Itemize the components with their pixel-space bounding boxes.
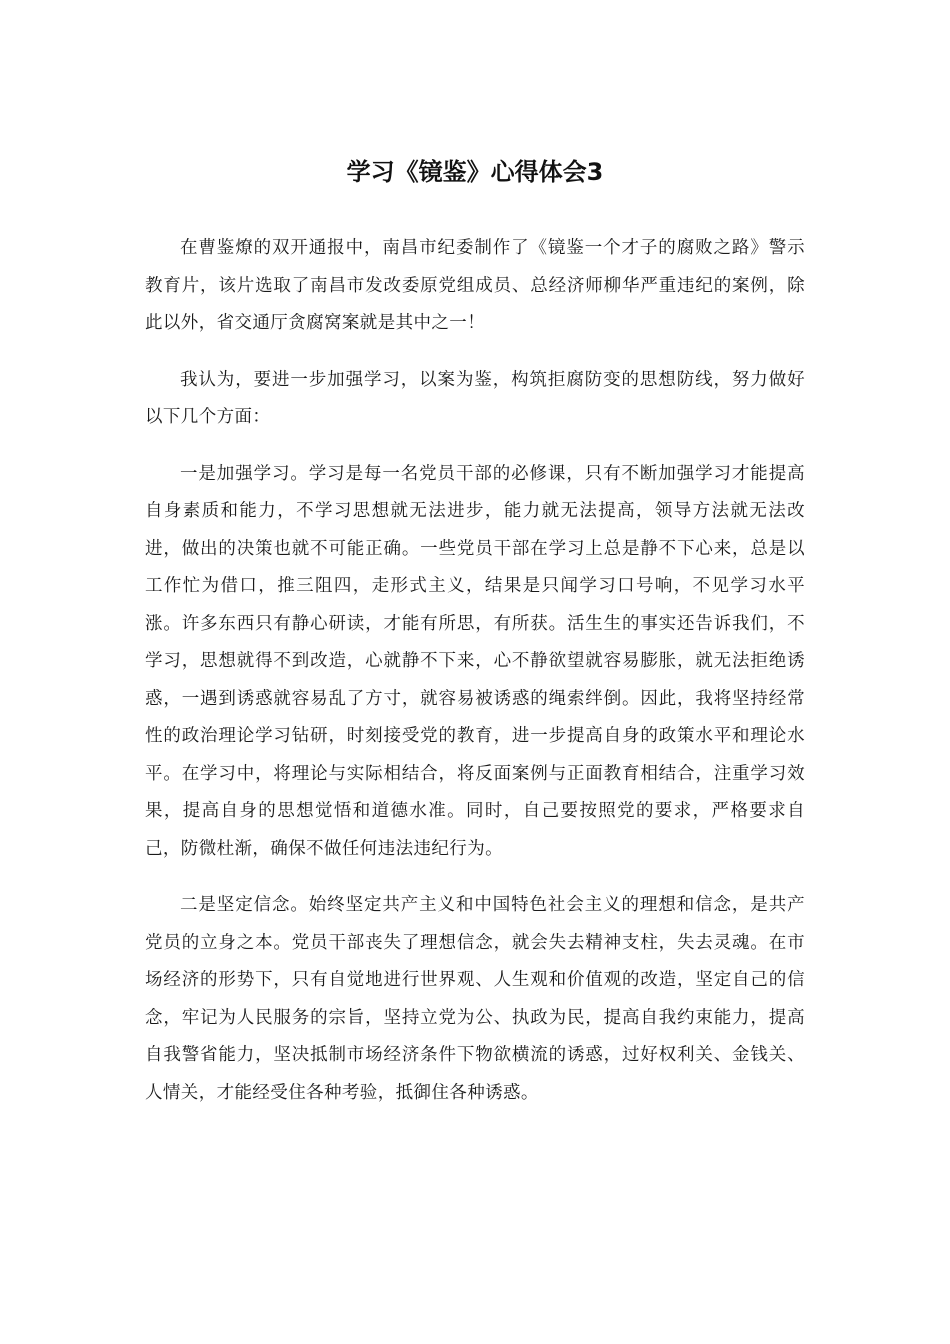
document-body <box>145 230 805 1131</box>
document-title: 学习《镜鉴》心得体会3 <box>346 158 604 186</box>
paragraph-point-two: 二是坚定信念。始终坚定共产主义和中国特色社会主义的理想和信念，是共产党员的立身之本。党员干部丧失了理想信念，就会失去精神支柱，失去灵魂。在市场经济的形势下，只有自觉地进行世界观、人生观和价值观的改造，坚定自己的信念，牢记为人民服务的宗旨，坚持立党为公、执政为民，提高自我约束能力，提高自我警省能力，坚决抵制市场经济条件下物欲横流的诱惑，过好权利关、金钱关、人情关，才能经受住各种考验，抵御住各种诱惑。 <box>145 895 805 1103</box>
paragraph-intro: 在曹鉴燎的双开通报中，南昌市纪委制作了《镜鉴一个才子的腐败之路》警示教育片，该片选取了南昌市发改委原党组成员、总经济师柳华严重违纪的案例，除此以外，省交通厅贪腐窝案就是其中之一！ <box>145 238 805 333</box>
paragraph-statement: 我认为，要进一步加强学习，以案为鉴，构筑拒腐防变的思想防线，努力做好以下几个方面： <box>145 369 805 427</box>
paragraph-point-one: 一是加强学习。学习是每一名党员干部的必修课，只有不断加强学习才能提高自身素质和能力，不学习思想就无法进步，能力就无法提高，领导方法就无法改进，做出的决策也就不可能正确。一些党员干部在学习上总是静不下心来，总是以工作忙为借口，推三阻四，走形式主义，结果是只闻学习口号响，不见学习水平涨。许多东西只有静心研读，才能有所思，有所获。活生生的事实还告诉我们，不学习，思想就得不到改造，心就静不下来，心不静欲望就容易膨胀，就无法拒绝诱惑，一遇到诱惑就容易乱了方寸，就容易被诱惑的绳索绊倒。因此，我将坚持经常性的政治理论学习钻研，时刻接受党的教育，进一步提高自身的政策水平和理论水平。在学习中，将理论与实际相结合，将反面案例与正面教育相结合，注重学习效果，提高自身的思想觉悟和道德水准。同时，自己要按照党的要求，严格要求自己，防微杜渐，确保不做任何违法违纪行为。 <box>145 463 805 859</box>
